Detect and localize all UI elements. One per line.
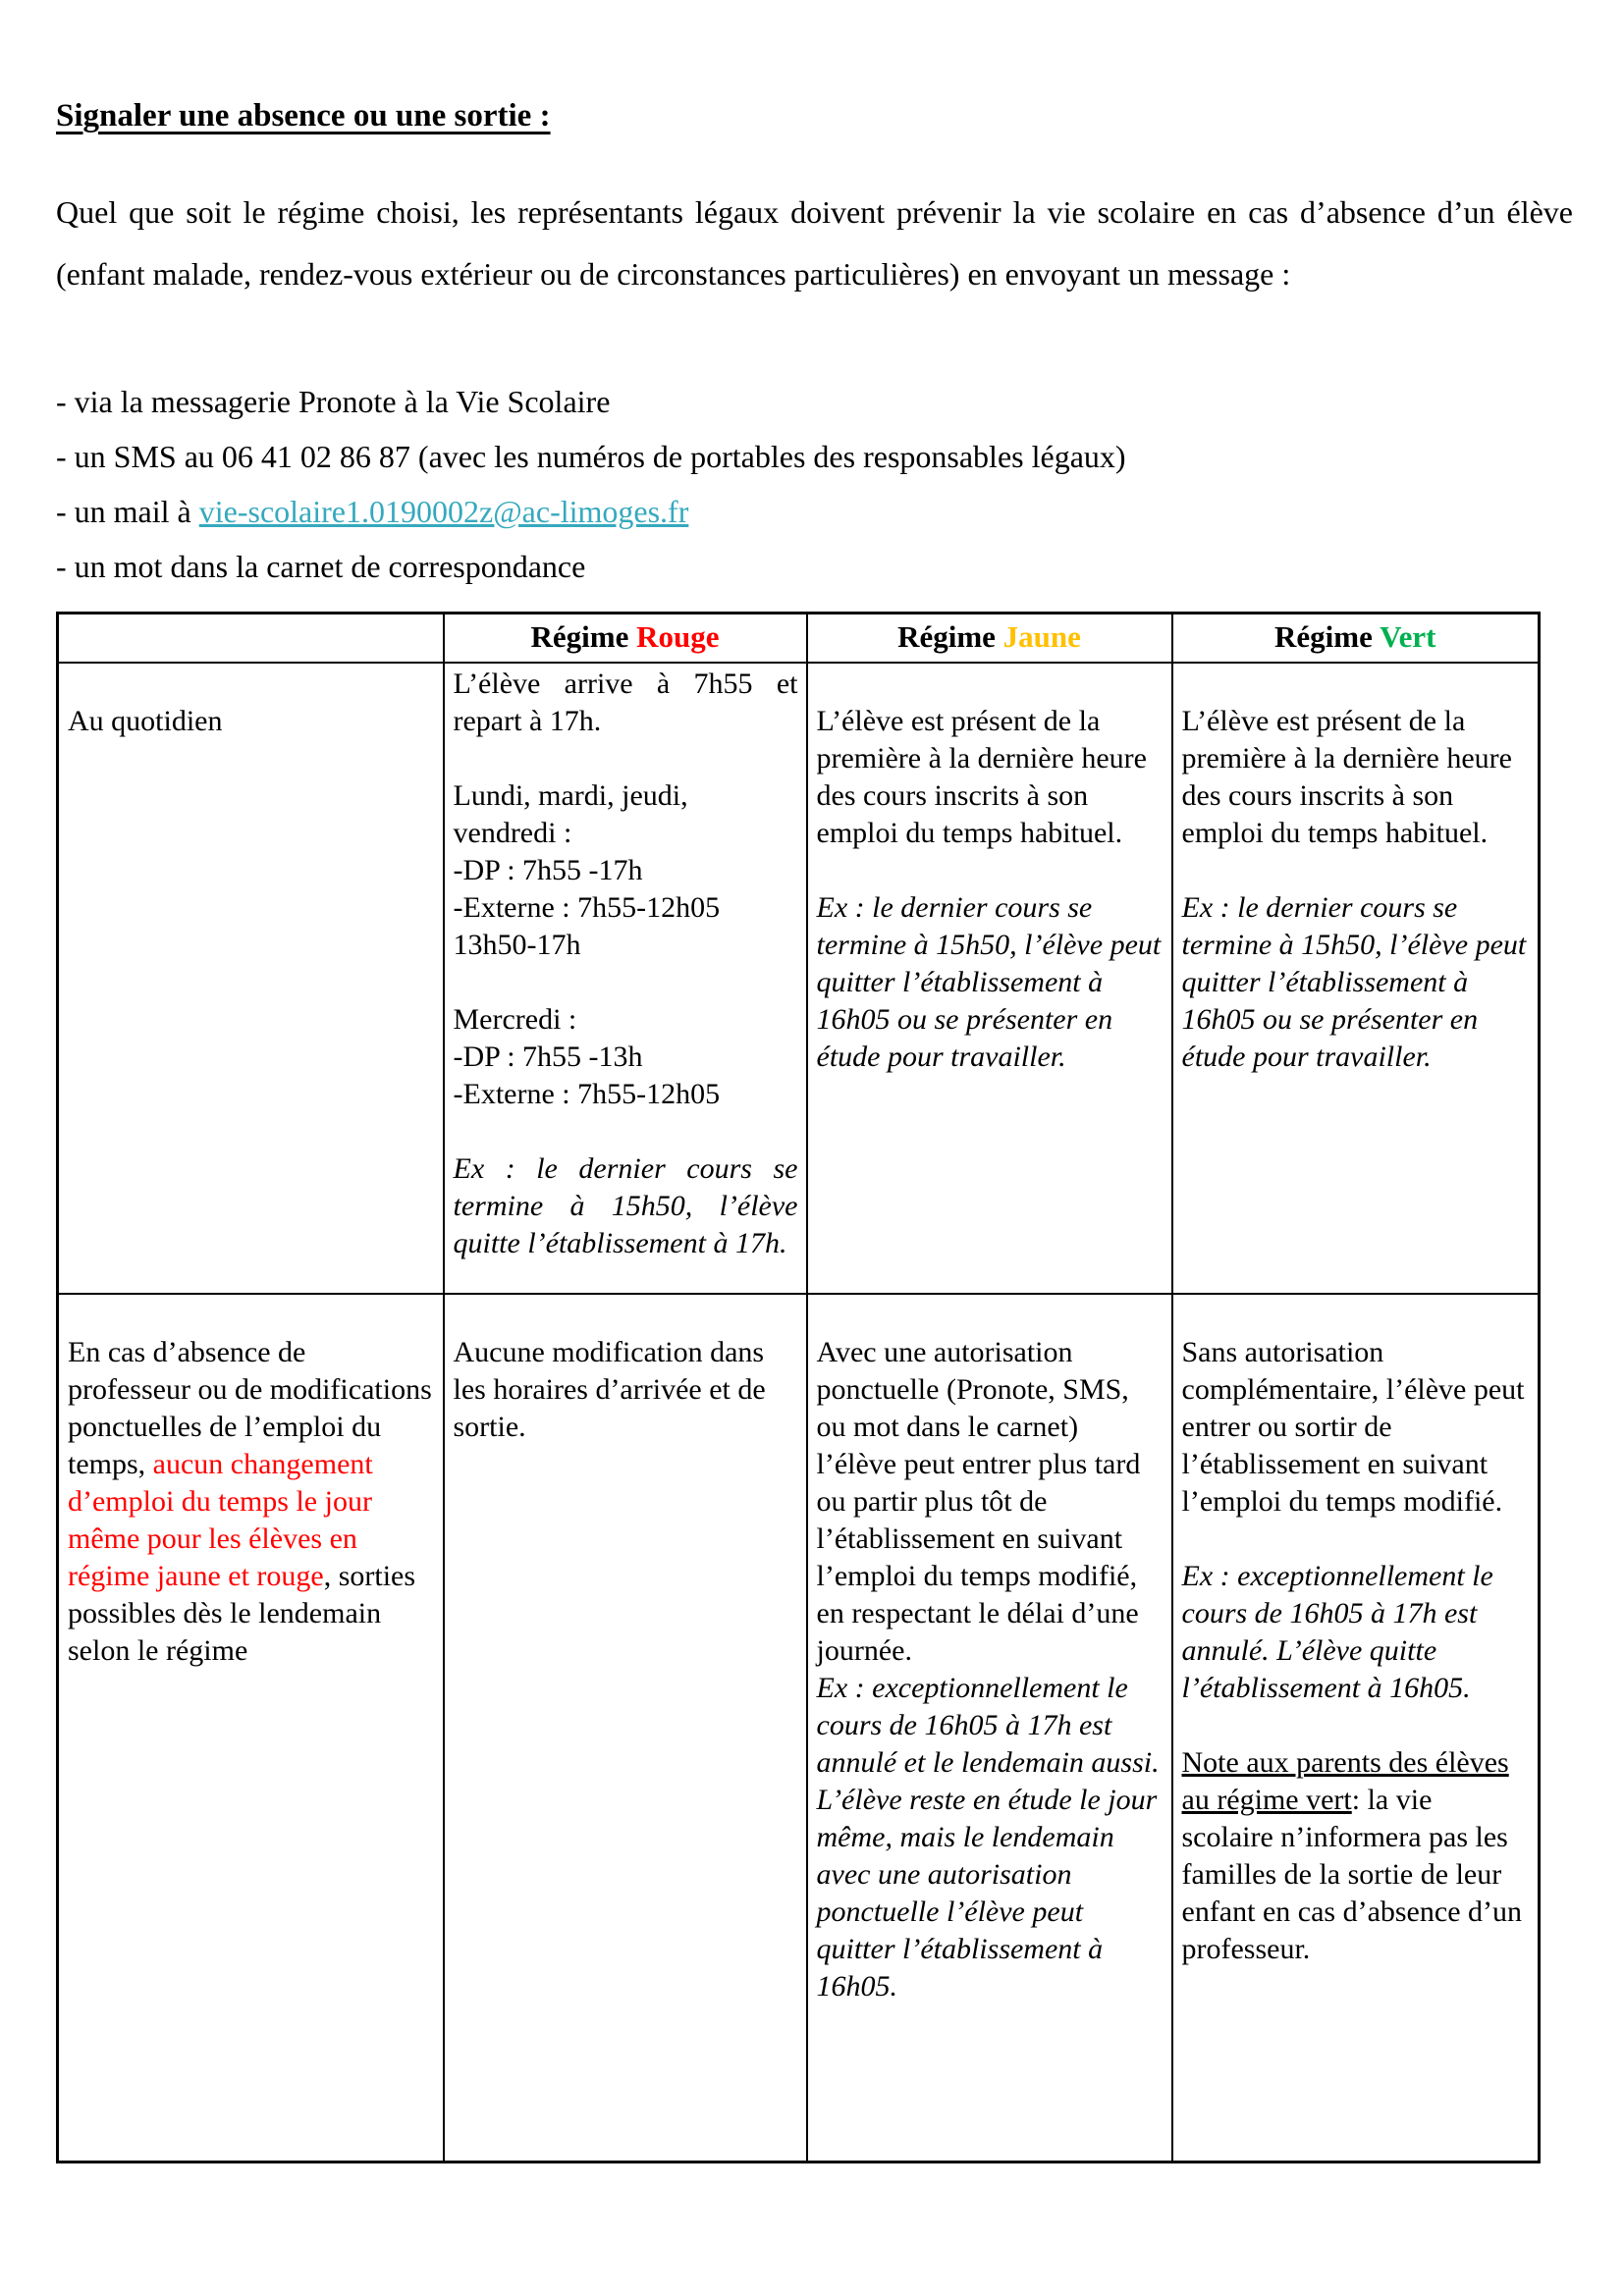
absence-label-part1: En cas d’absence de professeur ou de modifications ponctuelles de l’emploi du temps, [68,1336,432,1481]
header-regime-jaune-word: Jaune [1002,619,1081,655]
bullet-carnet: - un mot dans la carnet de correspondance [56,549,586,585]
header-regime-rouge [444,614,807,664]
spacer [454,1113,798,1150]
row-label-absence [68,1334,435,1670]
cell-quotidien-jaune [807,663,1172,1294]
header-regime-jaune-prefix: Régime [897,619,1003,655]
absence-vert-example: Ex : exceptionnellement le cours de 16h05 à 17h est annulé. L’élève quitte l’établissement à 16h05. [1181,1560,1493,1705]
email-link[interactable]: vie-scolaire1.0190002z@ac-limoges.fr [198,494,689,530]
spacer [817,666,1164,703]
absence-vert-note-rest: : la vie scolaire n’informera pas les familles de la sortie de leur enfant en cas d’absence d’un professeur. [1181,1784,1522,1966]
table-row-quotidien [58,663,1540,1294]
table-header-row [58,614,1540,664]
spacer [454,740,798,777]
cell-absence-rouge [444,1294,807,2162]
cell-quotidien-rouge [444,663,807,1294]
spacer [1182,1521,1531,1558]
spacer [454,1297,798,1334]
row-label-quotidien: Au quotidien [68,705,223,738]
header-regime-jaune [807,614,1172,664]
quotidien-rouge-p2: Lundi, mardi, jeudi, vendredi : [453,779,688,850]
cell-quotidien-vert [1172,663,1540,1294]
header-regime-vert [1172,614,1540,664]
spacer [1182,1707,1531,1744]
header-regime-rouge-word: Rouge [636,619,720,655]
spacer [1182,1297,1531,1334]
header-regime-vert-prefix: Régime [1274,619,1380,655]
spacer [817,852,1164,889]
page-title [56,96,1624,136]
cell-absence-jaune [807,1294,1172,2162]
cell-quotidien-label [58,663,444,1294]
bullet-messagerie: - via la messagerie Pronote à la Vie Scolaire [56,384,611,420]
quotidien-rouge-p3: -DP : 7h55 -17h [453,854,643,887]
quotidien-rouge-p5: Mercredi : [453,1003,577,1037]
header-empty-cell [58,614,444,664]
bullet-sms: - un SMS au 06 41 02 86 87 (avec les numéros de portables des responsables légaux) [56,439,1126,475]
absence-rouge-p1: Aucune modification dans les horaires d’arrivée et de sortie. [453,1336,766,1444]
absence-label-part2: , sorties possibles dès le lendemain selon le régime [68,1560,416,1668]
absence-vert-note [1182,1744,1531,1968]
intro-paragraph: Quel que soit le régime choisi, les représentants légaux doivent prévenir la vie scolaire en cas d’absence d’un élève (enfant malade, rendez-vous extérieur ou de circonstances particulières) en envoyant un message : [56,194,1573,293]
absence-jaune-p1: Avec une autorisation ponctuelle (Pronote, SMS, ou mot dans le carnet) l’élève peut entrer plus tard ou partir plus tôt de l’établissement en suivant l’emploi du temps modifié, en respectant le délai d’une journée. [816,1336,1141,1668]
quotidien-rouge-p1: L’élève arrive à 7h55 et repart à 17h. [453,667,798,738]
spacer [1182,666,1531,703]
cell-absence-label [58,1294,444,2162]
spacer [68,1297,435,1334]
quotidien-jaune-example: Ex : le dernier cours se termine à 15h50, l’élève peut quitter l’établissement à 16h05 ou se présenter en étude pour travailler. [816,891,1162,1074]
quotidien-vert-example: Ex : le dernier cours se termine à 15h50, l’élève peut quitter l’établissement à 16h05 ou se présenter en étude pour travailler. [1181,891,1527,1074]
page-title-text: Signaler une absence ou une sortie : [56,98,551,133]
absence-vert-note-underlined: Note aux parents des élèves au régime vert [1181,1746,1509,1817]
absence-vert-p1: Sans autorisation complémentaire, l’élève peut entrer ou sortir de l’établissement en suivant l’emploi du temps modifié. [1181,1336,1525,1519]
cell-absence-vert [1172,1294,1540,2162]
spacer [817,1297,1164,1334]
quotidien-rouge-p4: -Externe : 7h55-12h05 13h50-17h [453,891,721,962]
bullet-mail [56,484,1624,539]
spacer [68,666,435,703]
absence-label-red-part: aucun changement d’emploi du temps le jour même pour les élèves en régime jaune et rouge [68,1448,373,1593]
header-regime-rouge-prefix: Régime [530,619,637,655]
quotidien-jaune-p1: L’élève est présent de la première à la dernière heure des cours inscrits à son emploi du temps habituel. [816,705,1147,850]
contact-methods-list [56,374,1624,594]
quotidien-vert-p1: L’élève est présent de la première à la dernière heure des cours inscrits à son emploi du temps habituel. [1181,705,1512,850]
table-row-absence [58,1294,1540,2162]
spacer [454,964,798,1001]
spacer [1182,852,1531,889]
bullet-mail-prefix: - un mail à [56,494,199,530]
header-regime-vert-word: Vert [1380,619,1436,655]
absence-jaune-example: Ex : exceptionnellement le cours de 16h05 à 17h est annulé et le lendemain aussi. L’élève reste en étude le jour même, mais le lendemain avec une autorisation ponctuelle l’élève peut quitter l’établissement à 16h05. [816,1672,1160,2003]
quotidien-rouge-p7: -Externe : 7h55-12h05 [453,1078,721,1111]
regimes-table [56,612,1541,2163]
quotidien-rouge-example: Ex : le dernier cours se termine à 15h50, l’élève quitte l’établissement à 17h. [453,1152,798,1260]
quotidien-rouge-p6: -DP : 7h55 -13h [453,1041,643,1074]
